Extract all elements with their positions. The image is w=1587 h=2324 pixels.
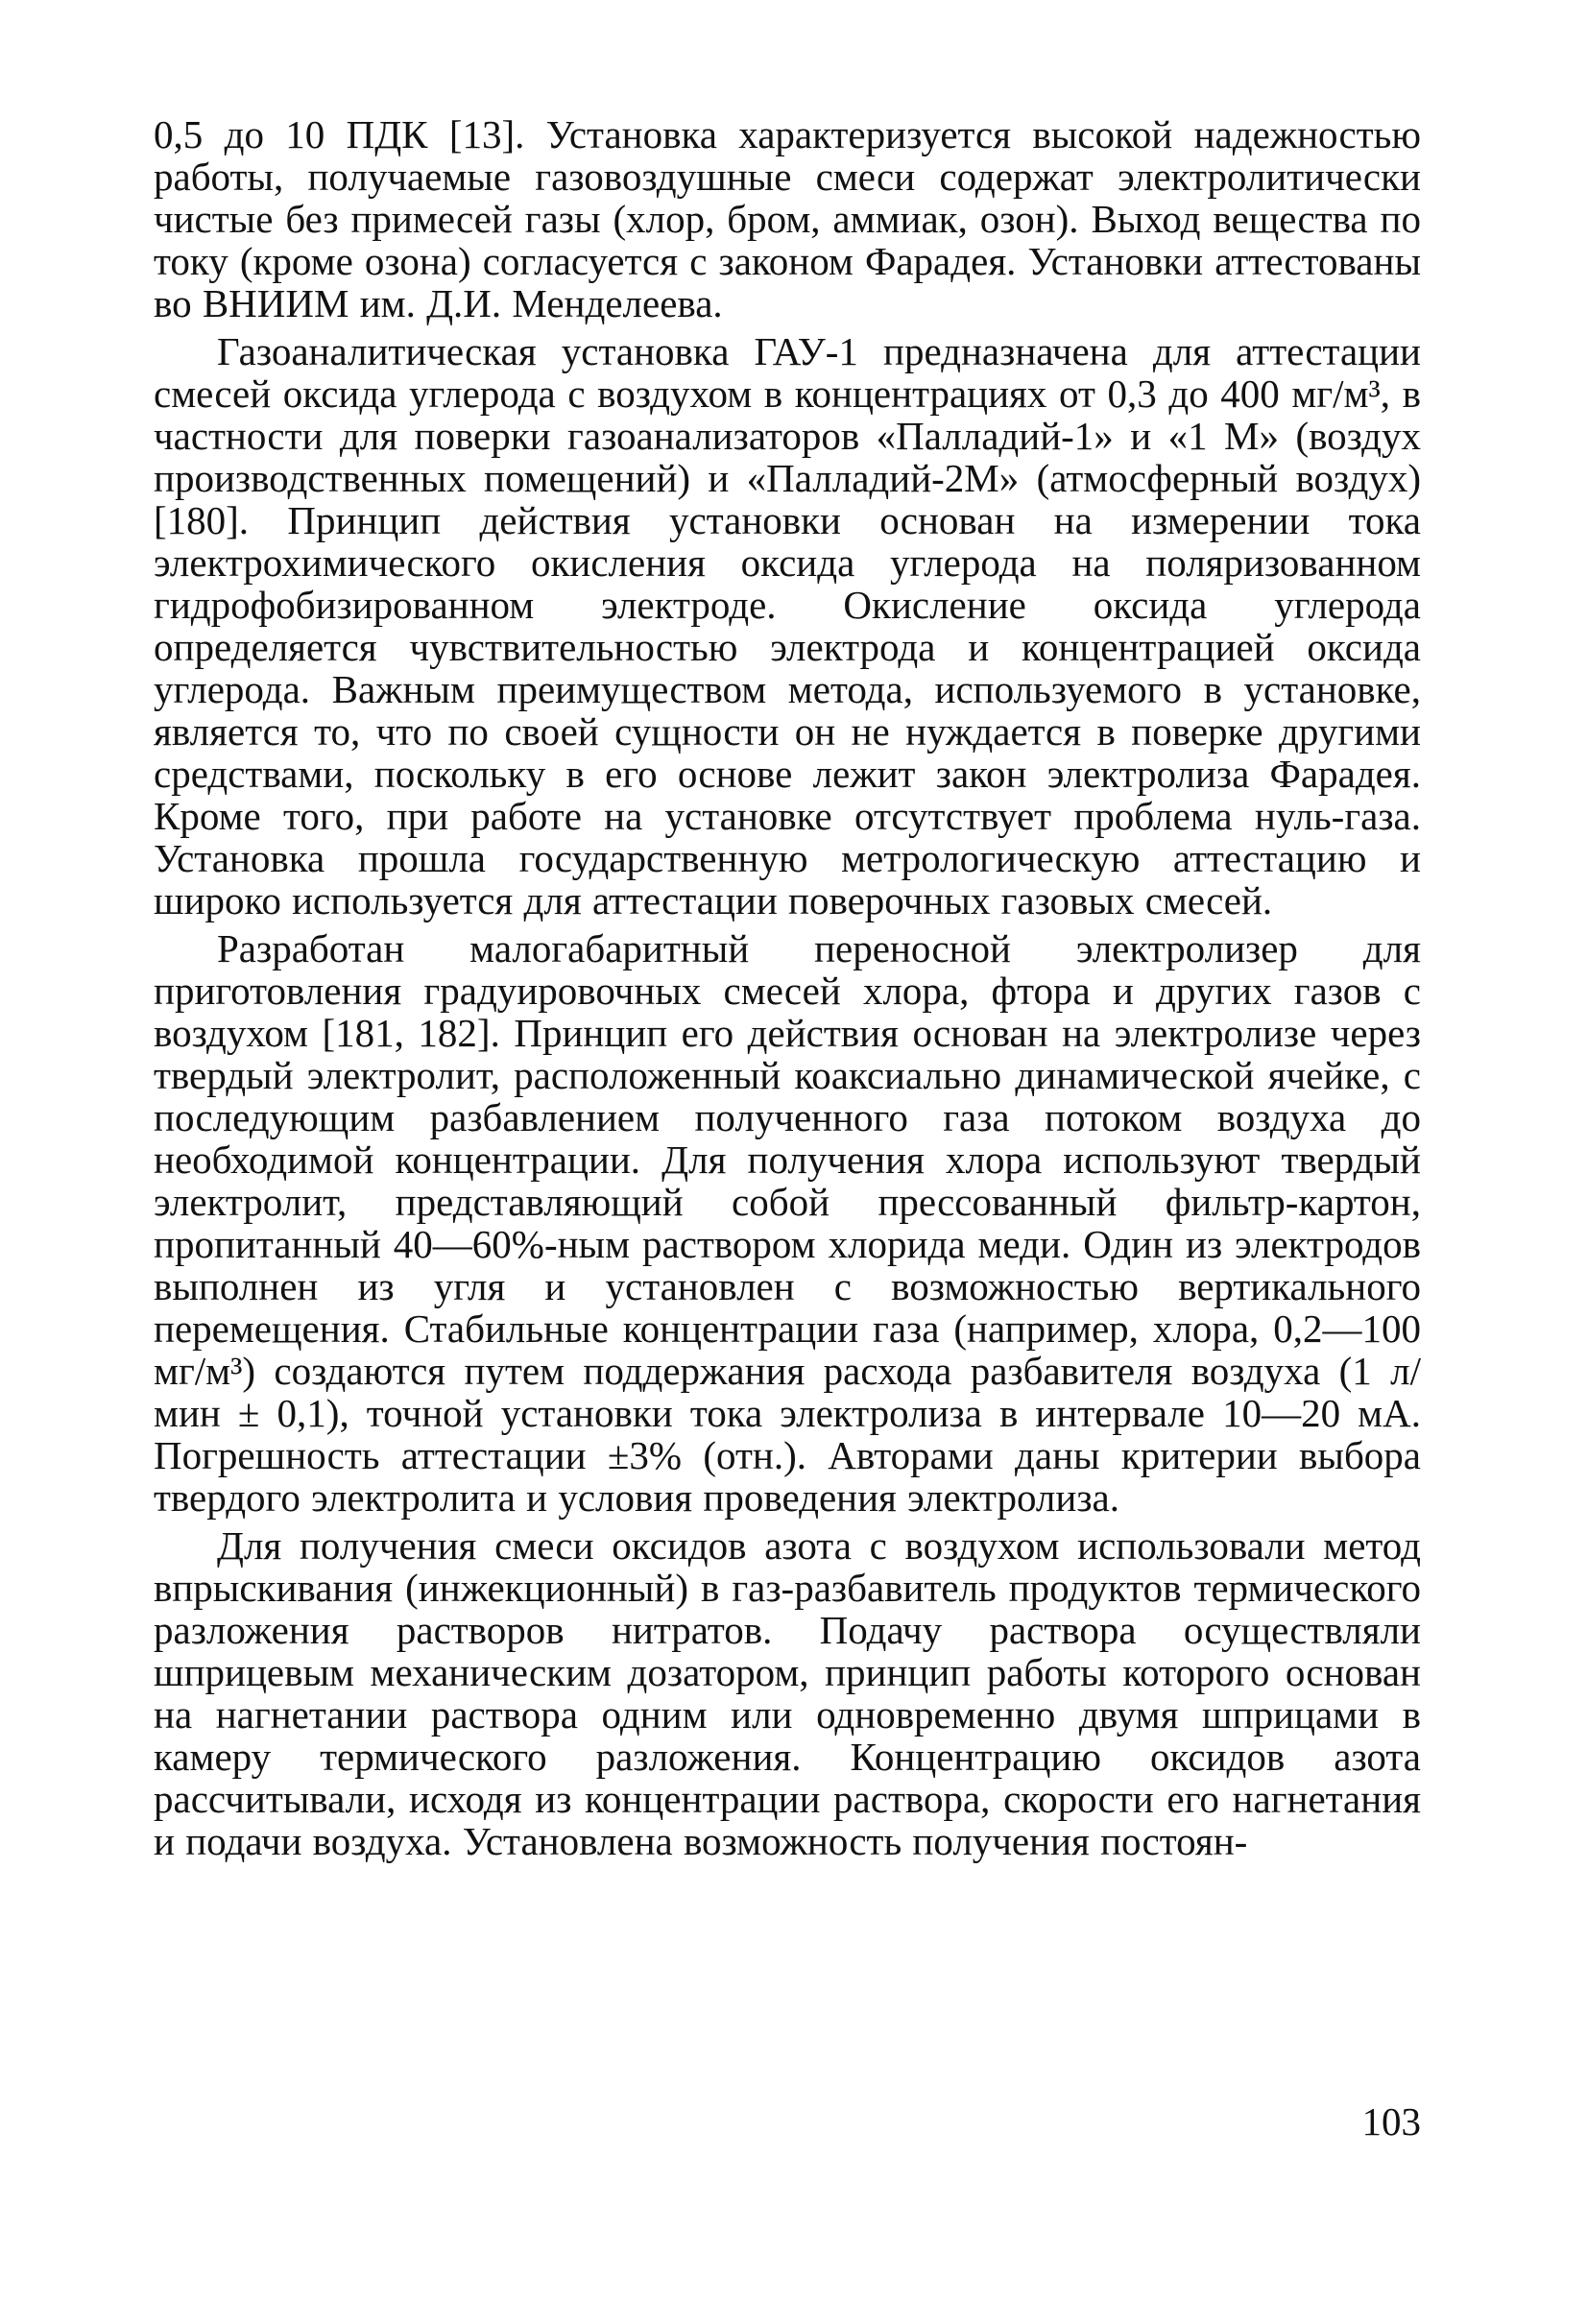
paragraph-3: Разработан малогабаритный переносной электролизер для приготовления градуировочных смесей хлора, фтора и других газов с воздухом [181, 182]. Принцип его действия основан на электролизе через твердый электролит, расположенный коаксиально динамической ячейке, с последующим разбавлением полученного газа потоком воздуха до необходимой концентрации. Для получения хлора используют твердый электролит, представляющий собой прессованный фильтр-картон, пропитанный 40—60%-ным раствором хлорида меди. Один из электродов выполнен из угля и установлен с возможностью вертикального перемещения. Стабильные концентрации газа (например, хлора, 0,2—100 мг/м³) создаются путем поддержания расхода разбавителя воздуха (1 л/мин ± 0,1), точной установки тока электролиза в интервале 10—20 мА. Погрешность аттестации ±3% (отн.). Авторами даны критерии выбора твердого электролита и условия проведения электролиза.: [154, 926, 1421, 1520]
paragraph-1: 0,5 до 10 ПДК [13]. Установка характеризуется высокой надежностью работы, получаемые газовоздушные смеси содержат электролитически чистые без примесей газы (хлор, бром, аммиак, озон). Выход вещества по току (кроме озона) согласуется с законом Фарадея. Установки аттестованы во ВНИИМ им. Д.И. Менделеева.: [154, 112, 1421, 325]
page-number: 103: [1361, 2099, 1421, 2144]
paragraph-4: Для получения смеси оксидов азота с воздухом использовали метод впрыскивания (инжекционный) в газ-разбавитель продуктов термического разложения растворов нитратов. Подачу раствора осуществляли шприцевым механическим дозатором, принцип работы которого основан на нагнетании раствора одним или одновременно двумя шприцами в камеру термического разложения. Концентрацию оксидов азота рассчитывали, исходя из концентрации раствора, скорости его нагнетания и подачи воздуха. Установлена возможность получения постоян-: [154, 1523, 1421, 1863]
paragraph-2: Газоаналитическая установка ГАУ-1 предназначена для аттестации смесей оксида углерода с воздухом в концентрациях от 0,3 до 400 мг/м³, в частности для поверки газоанализаторов «Палладий-1» и «1 М» (воздух производственных помещений) и «Палладий-2М» (атмосферный воздух) [180]. Принцип действия установки основан на измерении тока электрохимического окисления оксида углерода на поляризованном гидрофобизированном электроде. Окисление оксида углерода определяется чувствительностью электрода и концентрацией оксида углерода. Важным преимуществом метода, используемого в установке, является то, что по своей сущности он не нуждается в поверке другими средствами, поскольку в его основе лежит закон электролиза Фарадея. Кроме того, при работе на установке отсутствует проблема нуль-газа. Установка прошла государственную метрологическую аттестацию и широко используется для аттестации поверочных газовых смесей.: [154, 329, 1421, 922]
page-body: [154, 113, 1421, 1862]
